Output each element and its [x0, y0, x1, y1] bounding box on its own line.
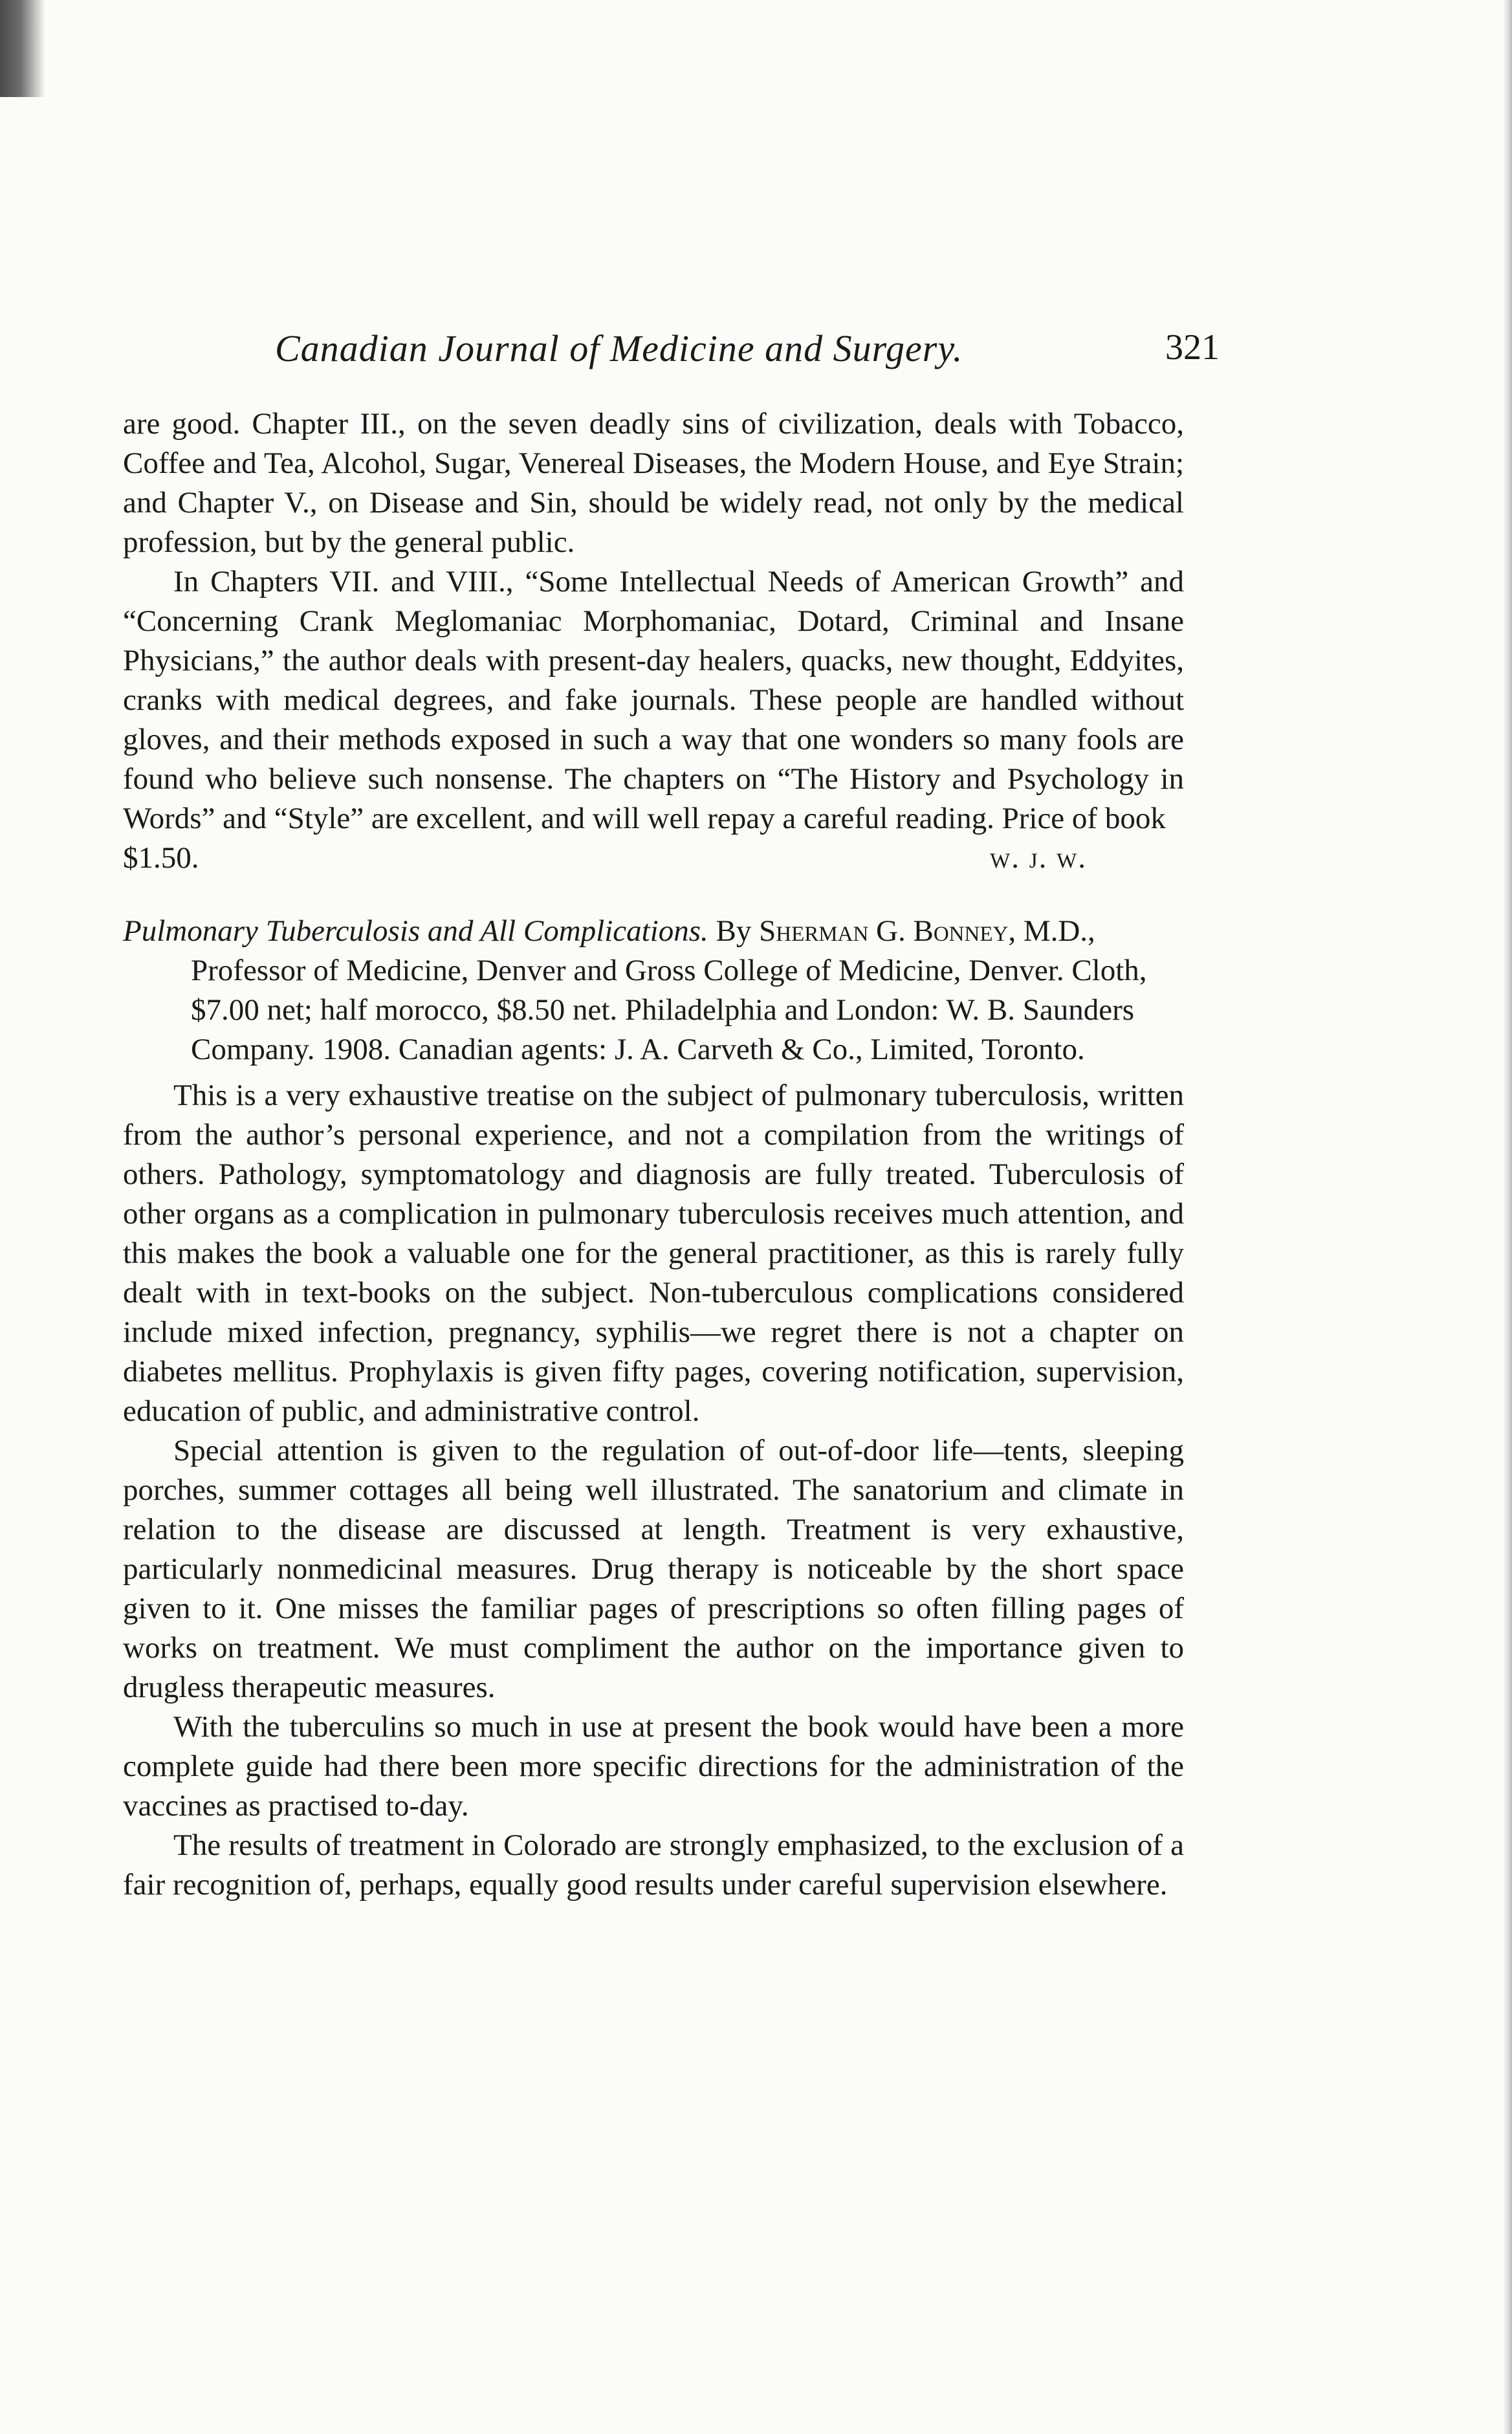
previous-review-paragraph-1: are good. Chapter III., on the seven deadly sins of civilization, deals with Tobacco, Coffee and Tea, Alcohol, Sugar, Venereal Diseases, the Modern House, and Eye Strain; and Chapter V., on Disease and Sin, should be widely read, not only by the medical profession, but by the general public.: [123, 407, 1184, 559]
review-paragraph-3: With the tuberculins so much in use at present the book would have been a more complete guide had there been more specific directions for the administration of the vaccines as practised to-day.: [123, 1710, 1184, 1823]
scan-shadow-right: [1503, 0, 1512, 2434]
page-number: 321: [1165, 327, 1220, 367]
book-price: $1.50.: [123, 841, 199, 875]
book-details: , M.D., Professor of Medicine, Denver and Gross College of Medicine, Denver. Cloth, $7.00 net; half morocco, $8.50 net. Philadelphia and London: W. B. Saunders Company. 1908. Canadian agents: J. A. Carveth & Co., Limited, Toronto.: [191, 914, 1147, 1066]
price-signature-line: [123, 839, 1184, 878]
by-word: By: [716, 914, 752, 948]
article-body: [123, 404, 1184, 1905]
book-author: Sherman G. Bonney: [759, 914, 1009, 948]
previous-review-paragraph-2: In Chapters VII. and VIII., “Some Intellectual Needs of American Growth” and “Concerning Crank Meglomaniac Morphomaniac, Dotard, Criminal and Insane Physicians,” the author deals with present-day healers, quacks, new thought, Eddyites, cranks with medical degrees, and fake journals. These people are handled without gloves, and their methods exposed in such a way that one wonders so many fools are found who believe such nonsense. The chapters on “The History and Psychology in Words” and “Style” are excellent, and will well repay a careful reading. Price of book: [123, 565, 1184, 835]
running-title: Canadian Journal of Medicine and Surgery.: [275, 327, 963, 369]
book-title: Pulmonary Tuberculosis and All Complications.: [123, 914, 708, 948]
running-header: [275, 327, 1220, 385]
review-heading: [123, 912, 1184, 1069]
scan-shadow-left: [0, 0, 45, 97]
reviewer-signature: w. j. w.: [990, 841, 1087, 875]
review-paragraph-1: This is a very exhaustive treatise on the subject of pulmonary tuberculosis, written from the author’s personal experience, and not a compilation from the writings of others. Pathology, symptomatology and diagnosis are fully treated. Tuberculosis of other organs as a complication in pulmonary tuberculosis receives much attention, and this makes the book a valuable one for the general practitioner, as this is rarely fully dealt with in text-books on the subject. Non-tuberculous complications considered include mixed infection, pregnancy, syphilis—we regret there is not a chapter on diabetes mellitus. Prophylaxis is given fifty pages, covering notification, supervision, education of public, and administrative control.: [123, 1079, 1184, 1428]
review-paragraph-4: The results of treatment in Colorado are strongly emphasized, to the exclusion of a fair recognition of, perhaps, equally good results under careful supervision elsewhere.: [123, 1828, 1184, 1902]
review-paragraph-2: Special attention is given to the regulation of out-of-door life—tents, sleeping porches, summer cottages all being well illustrated. The sanatorium and climate in relation to the disease are discussed at length. Treatment is very exhaustive, particularly nonmedicinal measures. Drug therapy is noticeable by the short space given to it. One misses the familiar pages of prescriptions so often filling pages of works on treatment. We must compliment the author on the importance given to drugless therapeutic measures.: [123, 1434, 1184, 1704]
